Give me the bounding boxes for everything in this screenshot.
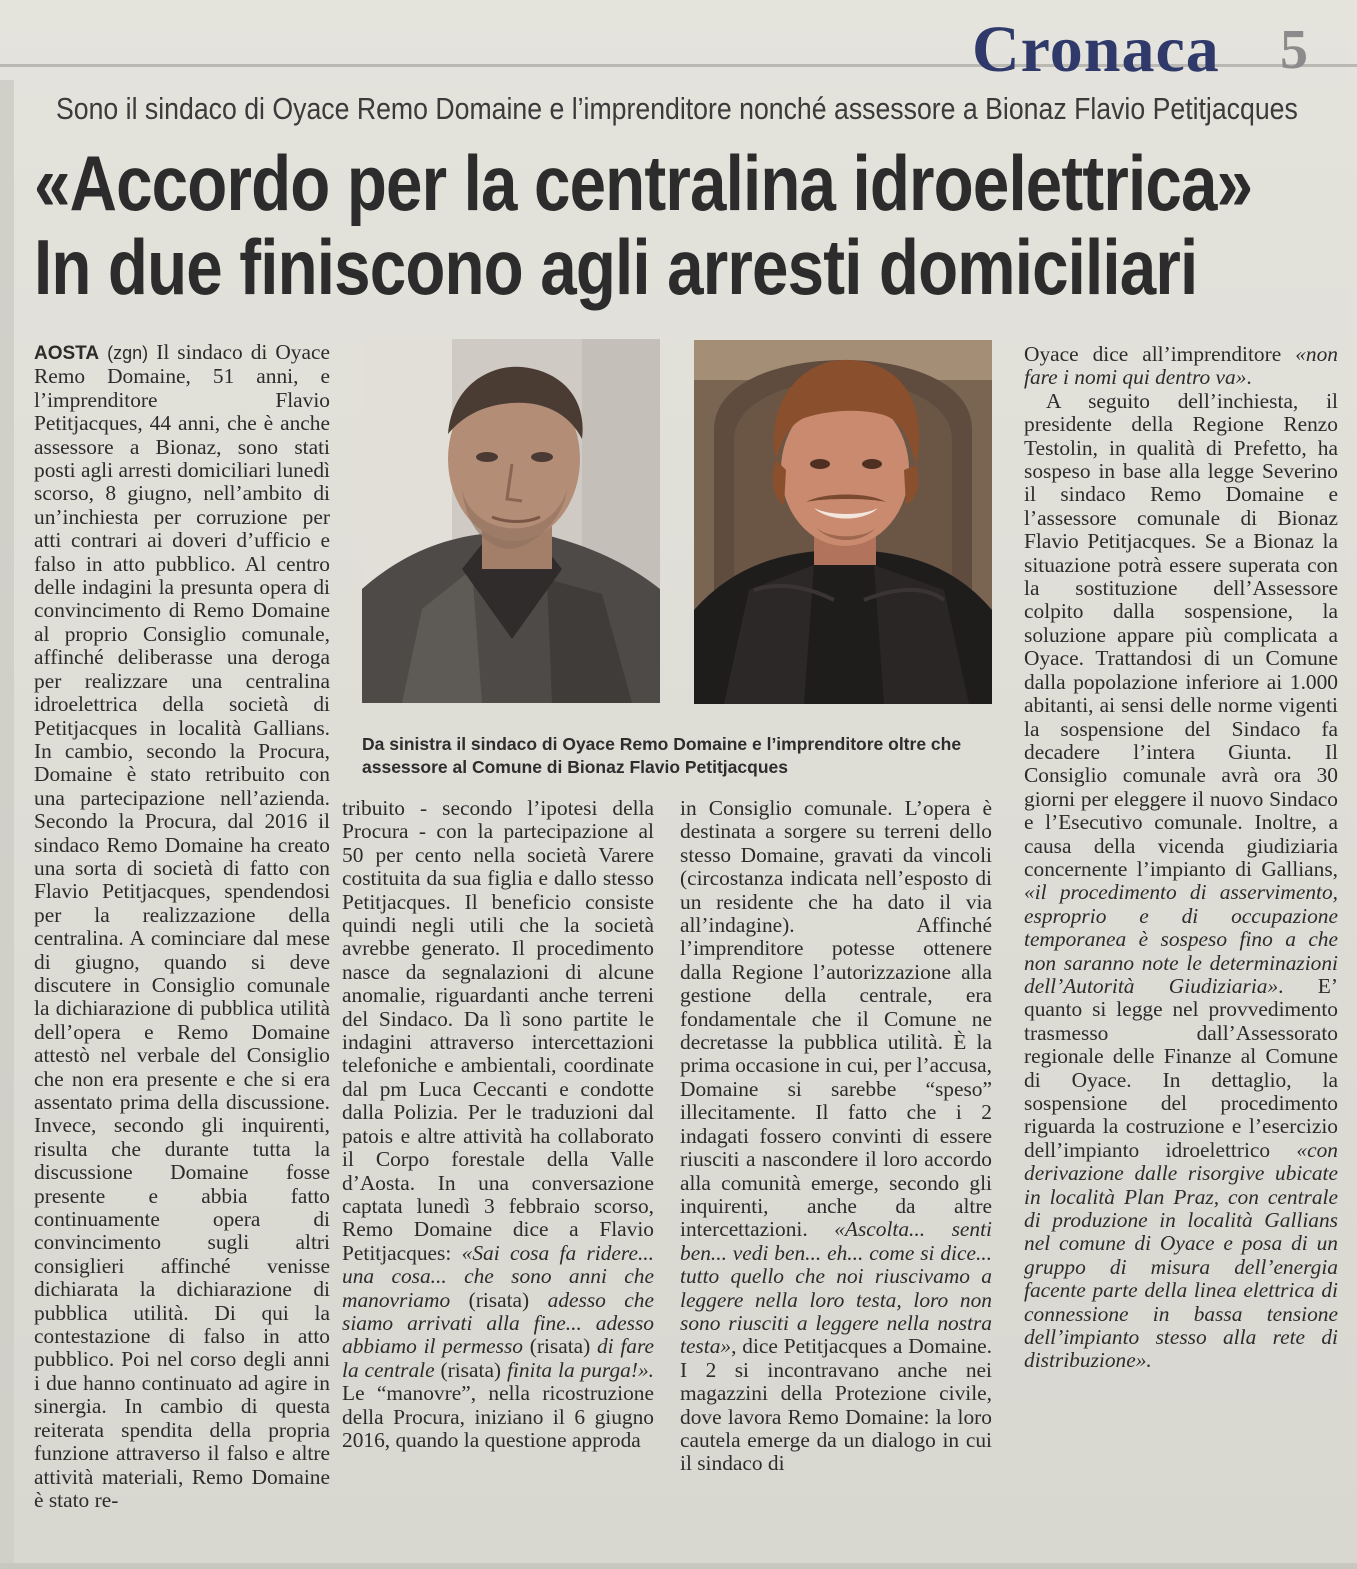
kicker: Sono il sindaco di Oyace Remo Domaine e l’imprenditore nonché assessore a Bionaz Flavio Petitjacques: [56, 91, 1298, 126]
quote: di fare la centrale: [342, 1334, 654, 1382]
paragraph: Le “manovre”, nella ricostruzione della Procura, iniziano il 6 giugno 2016, quando la questione approda: [342, 1381, 654, 1452]
aside: (risata): [434, 1357, 507, 1382]
photo-mayor: [362, 339, 660, 703]
paragraph: .: [1246, 365, 1252, 390]
quote: «il procedimento di asservimento, esproprio e di occupazione temporanea è sospeso fino a che non saranno note le determinazioni dell’Autorità Giudiziaria»: [1024, 880, 1338, 998]
paragraph: . E’ quanto si legge nel provvedimento trasmesso dall’Assessorato regionale delle Finanze al Comune di Oyace. In dettaglio, la sospensione del procedimento riguarda la costruzione e l’esercizio dell’impianto idroelettrico: [1024, 973, 1338, 1162]
article-column-2: [342, 797, 654, 1452]
dateline: AOSTA: [34, 343, 100, 364]
paragraph: in Consiglio comunale. L’opera è destinata a sorgere su terreni dello stesso Domaine, gravati da vincoli (circostanza indicata nell’esposto di un residente che ha dato il via all’indagine). Affinché l’imprenditore potesse ottenere dalla Regione l’autorizzazione alla gestione della centrale, era fondamentale che il Comune ne decretasse la pubblica utilità. È la prima occasione in cui, per l’accusa, Domaine si sarebbe “speso” illecitamente. Il fatto che i 2 indagati fossero convinti di essere riusciti a nascondere il loro accordo alla comunità emerge, secondo gli inquirenti, anche da altre intercettazioni.: [680, 796, 992, 1242]
portrait-man-right: [694, 340, 992, 704]
headline-line-2: In due finiscono agli arresti domiciliari: [34, 223, 1198, 311]
quote: «con derivazione dalle risorgive ubicate in località Plan Praz, con centrale di produzione in località Gallians nel comune di Oyace e posa di un gruppo di misura dell’energia facente parte della linea elettrica di connessione in bassa tensione dell’impianto stesso alla rete di distribuzione».: [1024, 1137, 1338, 1373]
page-number: 5: [1280, 19, 1308, 81]
paragraph: A seguito dell’inchiesta, il presidente della Regione Renzo Testolin, in qualità di Prefetto, ha sospeso in base alla legge Severino il sindaco Remo Domaine e l’assessore comunale di Bionaz Flavio Petitjacques. Se a Bionaz la situazione potrà essere superata con la sostituzione dell’Assessore colpito dalla sospensione, la soluzione appare più complicata a Oyace. Trattandosi di un Comune dalla popolazione inferiore ai 1.000 abitanti, ai sensi delle norme vigenti la sospensione del Sindaco fa decadere l’intera Giunta. Il Consiglio comunale avrà ora 30 giorni per eleggere il nuovo Sindaco e l’Esecutivo comunale. Inoltre, a causa della vicenda giudiziaria concernente l’impianto di Gallians,: [1024, 388, 1338, 881]
aside: (risata): [522, 1334, 597, 1359]
paragraph: Il sindaco di Oyace Remo Domaine, 51 anni, e l’imprenditore Flavio Petitjacques, 44 anni, che è anche assessore a Bionaz, sono stati posti agli arresti domiciliari lunedì scorso, 8 giugno, nell’ambito di un’inchiesta per corruzione per atti contrari ai doveri d’ufficio e falso in atto pubblico. Al centro delle indagini la presunta opera di convincimento di Remo Domaine al proprio Consiglio comunale, affinché deliberasse una deroga per realizzare una centralina idroelettrica della società di Petitjacques in località Gallians. In cambio, secondo la Procura, Domaine è stato retribuito con una partecipazione nell’azienda. Secondo la Procura, dal 2016 il sindaco Remo Domaine ha creato una sorta di società di fatto con Flavio Petitjacques, spendendosi per la realizzazione della centralina. A cominciare dal mese di giugno, quando si deve discutere in Consiglio comunale la dichiarazione di pubblica utilità dell’opera e Remo Domaine attestò nel verbale del Consiglio che non era presente e che si era assentato prima della discussione. Invece, secondo gli inquirenti, risulta che durante tutta la discussione Domaine fosse presente e abbia fatto continuamente opera di convincimento sugli altri consiglieri affinché venisse dichiarata la dichiarazione di pubblica utilità. Di qui la contestazione di falso in atto pubblico. Poi nel corso degli anni i due hanno continuato ad agire in sinergia. In cambio di questa reiterata spendita della propria funzione attraverso il falso e altre attività materiali, Remo Domaine è stato re-: [34, 340, 330, 1512]
article-column-4: [1024, 343, 1338, 1373]
photo-caption: Da sinistra il sindaco di Oyace Remo Domaine e l’imprenditore oltre che assessore al Comune di Bionaz Flavio Petitjacques: [362, 734, 962, 777]
paragraph: Oyace dice all’imprenditore: [1024, 342, 1296, 366]
quote: «non fare i nomi qui dentro va»: [1024, 342, 1338, 390]
photo-entrepreneur: [694, 340, 992, 704]
quote: finita la purga!».: [506, 1357, 654, 1382]
article-column-3: [680, 797, 992, 1476]
paragraph: , dice Petitjacques a Domaine. I 2 si incontravano anche nei magazzini della Protezione civile, dove lavora Remo Domaine: la loro cautela emerge da un dialogo in cui il sindaco di: [680, 1334, 992, 1476]
author-initials: (zgn): [107, 343, 149, 363]
paragraph: tribuito - secondo l’ipotesi della Procura - con la partecipazione al 50 per cento nella società Varere costituita da sua figlia e dallo stesso Petitjacques. Il beneficio consiste quindi negli utili che la società avrebbe generato. Il procedimento nasce da segnalazioni di alcune anomalie, riguardanti anche terreni del Sindaco. Da lì sono partite le indagini attraverso intercettazioni telefoniche e ambientali, coordinate dal pm Luca Ceccanti e condotte dalla Polizia. Per le traduzioni dal patois e altre attività ha collaborato il Corpo forestale della Valle d’Aosta. In una conversazione captata lunedì 3 febbraio scorso, Remo Domaine dice a Flavio Petitjacques:: [342, 796, 654, 1265]
article-column-1: [34, 341, 330, 1512]
quote: «Ascolta... senti ben... vedi ben... eh... come si dice... tutto quello che noi riuscivamo a leggere nella loro testa, loro non sono riusciti a leggere nella nostra testa»: [680, 1217, 992, 1359]
page-bottom-edge: [0, 1563, 1357, 1569]
section-title: Cronaca: [972, 13, 1220, 86]
quote: adesso che siamo arrivati alla fine... adesso abbiamo il permesso: [342, 1287, 654, 1359]
portrait-man-left: [362, 339, 660, 703]
page-edge: [0, 80, 14, 1569]
quote: «Sai cosa fa ridere... una cosa... che sono anni che manovriamo: [342, 1240, 654, 1312]
headline-line-1: «Accordo per la centralina idroelettrica»: [34, 139, 1253, 227]
aside: (risata): [450, 1287, 548, 1312]
